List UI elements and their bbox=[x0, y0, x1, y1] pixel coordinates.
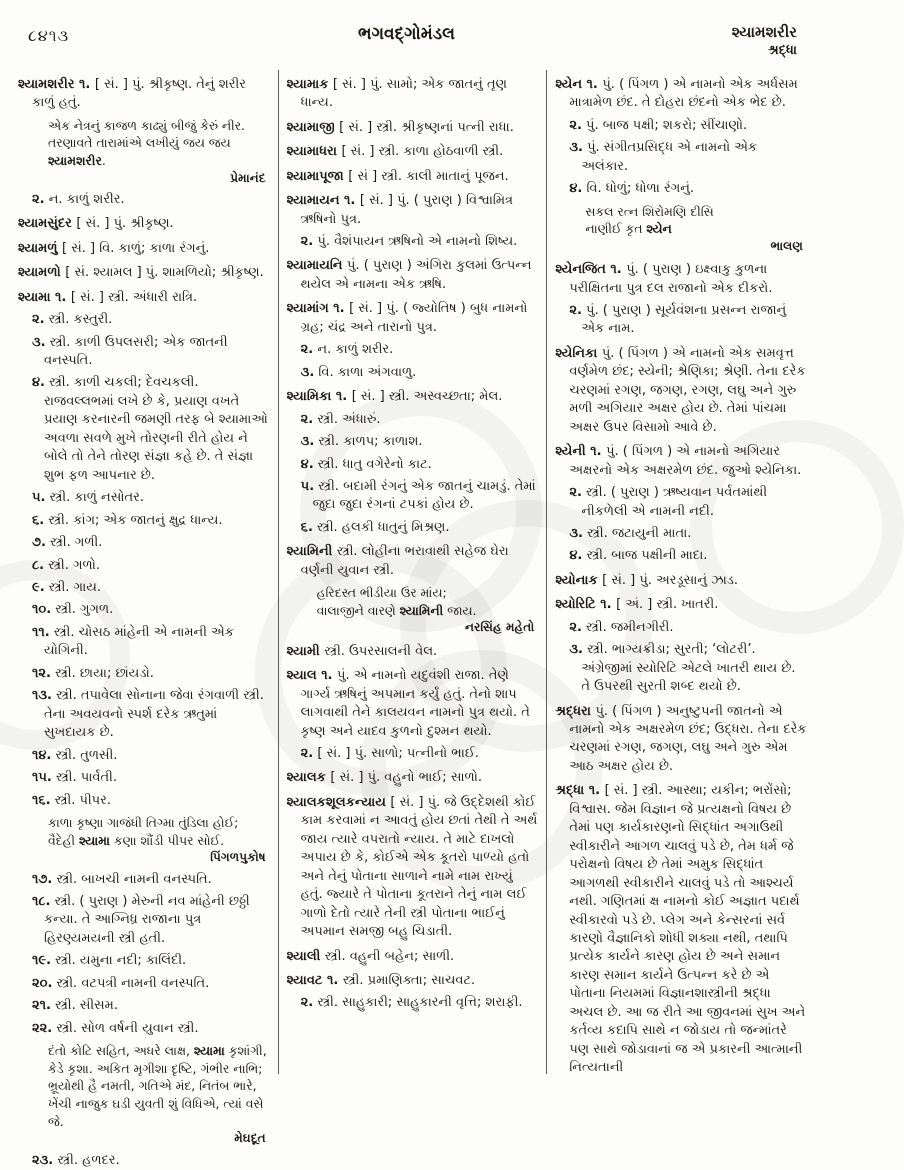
definition-text: ૧૫. સ્ત્રી. પાર્વતી. bbox=[32, 770, 117, 786]
headword: શ્યાલી bbox=[286, 948, 325, 964]
headword: શ્યેનિકા bbox=[555, 345, 602, 361]
guide-word-first: શ્યામશરીર bbox=[731, 23, 797, 41]
definition-text: ૭. સ્ત્રી. ગળી. bbox=[32, 535, 103, 551]
definition-text: ૯. સ્ત્રી. ગાય. bbox=[32, 580, 102, 596]
entry-sense bbox=[287, 994, 539, 1012]
definition-text: પું. ( પુરાણ ) અંગિરા કુલમાં ઉત્પન્ન થયેલ એ નામના એક ઋષિ. bbox=[300, 258, 532, 292]
entry-sense bbox=[18, 792, 270, 810]
verse-quotation bbox=[48, 814, 270, 867]
dictionary-entry bbox=[287, 543, 539, 580]
dictionary-entry bbox=[287, 948, 539, 966]
dictionary-entry bbox=[287, 643, 539, 661]
definition-text: [ સં. ] સ્ત્રી. શ્રીકૃષ્ણનાં પત્ની રાધા. bbox=[339, 119, 514, 135]
definition-text: ૩. સ્ત્રી. ભાગ્યક્રીડા; સુરતી; ‘લોટરી’. અંગ્રેજીમાં સ્યોરિટિ એટલે ખાતરી થાય છે. તે ઉપરથી સુરતી શબ્દ થયો છે. bbox=[569, 642, 796, 695]
verse-quotation bbox=[585, 203, 807, 256]
entry-sense bbox=[18, 311, 270, 329]
headword: શ્યાલક bbox=[286, 770, 331, 786]
headword: શ્યામી bbox=[286, 643, 325, 659]
entry-sense bbox=[555, 619, 807, 637]
definition-text: પું. ( પિંગળ ) એ નામનો એક અર્ધસમ માત્રામેળ છંદ. તે દોહરા છંદનો એક ભેદ છે. bbox=[569, 76, 798, 111]
headword: શ્યામશરીર ૧. bbox=[18, 76, 95, 92]
definition-text: ૨. [ સં. ] પું. સાળો; પત્નીનો ભાઈ. bbox=[300, 746, 479, 762]
dictionary-entry bbox=[555, 572, 807, 590]
definition-text: [ અં. ] સ્ત્રી. ખાતરી. bbox=[616, 597, 719, 613]
definition-text: પું. ( પિંગળ ) એ નામનો અગિયાર અક્ષરનો એક અક્ષરમેળ છંદ. જુઓ શ્યેનિકા. bbox=[569, 444, 802, 478]
headword: શ્યામસુંદર bbox=[18, 216, 77, 232]
verse-line: એક નેત્રનું કાજળ કાઢ્યું બીજું કેરું નીર. bbox=[48, 117, 245, 133]
page-header bbox=[0, 0, 825, 64]
definition-text: પું. એ નામનો યદુવંશી રાજા. તેણે ગાર્ગ્ય ઋષિનું અપમાન કર્યું હતું. તેનો શાપ લાગવાથી તેને કાલયવન નામનો પુત્ર થયો. તે કૃષ્ણ અને યાદવ કુળનો દુશ્મન થયો. bbox=[300, 668, 530, 739]
headword: શ્યામળું bbox=[18, 240, 63, 256]
entry-sense bbox=[287, 233, 539, 251]
definition-text: ૪. સ્ત્રી. ધાતુ વગેરેનો કાટ. bbox=[300, 456, 432, 472]
headword: શ્યેનજિત ૧. bbox=[555, 262, 627, 278]
definition-text: ૨૦. સ્ત્રી. વટપત્રી નામની વનસ્પતિ. bbox=[32, 975, 210, 991]
definition-text: ૧૪. સ્ત્રી. તુળસી. bbox=[32, 747, 118, 763]
definition-text: ૬. સ્ત્રી. હલકી ધાતુનું મિશ્રણ. bbox=[300, 519, 450, 535]
definition-text: ૨. સ્ત્રી. સાહુકારી; સાહુકારની વૃત્તિ; શરાફી. bbox=[300, 995, 523, 1011]
definition-text: [ સં. ] સ્ત્રી. આસ્થા; યકીન; ભરોંસો; વિશ્વાસ. જેમ વિજ્ઞાન જે પ્રત્યક્ષનો વિષય છે તેમાં પણ કાર્યકારણનો સિદ્ધાંત અગાઉથી સ્વીકારીને આગળ ચાલવું પડે છે, તેમ ધર્મ જે પરોક્ષનો વિષય છે તેમાં અમુક સિદ્ધાંત આગળથી સ્વીકારીને ચાલવું પડે તો આશ્ચર્ય નથી. ગણિતમાં ક્ષ નામનો કોઈ અજ્ઞાત પદાર્થ સ્વીકારવો પડે છે. પ્લેગ અને કેન્સરનાં સર્વ કારણો વૈજ્ઞાનિકો શોધી શક્યા નથી, તથાપિ પ્રત્યેક કાર્યને કારણ હોય છે અને સમાન કારણ સમાન કાર્યને ઉત્પન્ન કરે છે એ પોતાના નિયમમાં વિજ્ઞાનશાસ્ત્રીની શ્રદ્ધા અચલ છે. આ જ રીતે આ જીવનમાં સુખ અને કર્તવ્ય કદાપિ સાથે ન જોડાય તો જન્માંતરે પણ સાથે જોડાવાનાં જ એ પ્રકારની આત્માની નિત્યતાની bbox=[569, 783, 806, 1076]
dictionary-entry bbox=[287, 143, 539, 161]
headword: શ્યામળો bbox=[18, 265, 66, 281]
definition-text: [ સં. શ્યામલ ] પું. શામળિયો; શ્રીકૃષ્ણ. bbox=[65, 265, 264, 281]
verse-line: કેડે કૃશા. અકિત મૃગીશા દૃષ્ટિ, ગંભીર નાભિ; bbox=[48, 1060, 263, 1076]
verse-line: ખેંચી નાજુક ઘડી યુવતી શું વિધિએ, ત્યાં વસે જે. bbox=[48, 1096, 264, 1129]
definition-text: ૨. ન. કાળું શરીર. bbox=[32, 191, 125, 207]
dictionary-entry bbox=[287, 388, 539, 406]
column-3 bbox=[547, 70, 815, 1074]
entry-sense bbox=[18, 871, 270, 889]
column-2 bbox=[279, 70, 548, 1074]
headword: શ્યામા ૧. bbox=[18, 289, 71, 305]
dictionary-entry bbox=[287, 119, 539, 137]
definition-text: [ સં ] સ્ત્રી. કાલી માતાનું પૂજન. bbox=[348, 168, 509, 184]
definition-text: સ્ત્રી. વહુની બહેન; સાળી. bbox=[324, 948, 455, 964]
definition-text: ૧૨. સ્ત્રી. છાયા; છાંયડો. bbox=[32, 665, 154, 681]
definition-text: [ સં. ] સ્ત્રી. અંધારી રાત્રિ. bbox=[70, 289, 198, 305]
entry-sense bbox=[287, 433, 539, 451]
headword: શ્યાલકશૂલકન્યાય bbox=[286, 794, 391, 810]
definition-text: ૨. સ્ત્રી. ( પુરાણ ) ઋષ્યવાન પર્વતમાંથી નીકળેલી એ નામની નદી. bbox=[569, 485, 768, 519]
entry-sense bbox=[18, 687, 270, 742]
entry-sense bbox=[18, 975, 270, 993]
entry-sense bbox=[18, 952, 270, 970]
dictionary-entry bbox=[287, 794, 539, 942]
verse-line: કાળા કૃષ્ણા ગાજંધી તિગ્મા તુંડિલા હોઈ; bbox=[48, 815, 239, 830]
verse-attribution: મેઘદૂત bbox=[234, 1131, 266, 1146]
entry-sense bbox=[555, 302, 807, 339]
definition-text: ૨. પું. ( પુરાણ ) સૂર્યવંશના પ્રસન્ન રાજાનું એક નામ. bbox=[569, 302, 787, 337]
headword: શ્યામિકા ૧. bbox=[286, 389, 352, 405]
definition-text: ૪. સ્ત્રી. બાજ પક્ષીની માદા. bbox=[569, 548, 708, 564]
headword: શ્યામાયનિ bbox=[286, 258, 347, 274]
definition-text: ૨૧. સ્ત્રી. સીસમ. bbox=[32, 998, 118, 1014]
dictionary-entry bbox=[555, 261, 807, 298]
definition-text: ૨. પું. વૈશંપાયન ઋષિનો એ નામનો શિષ્ય. bbox=[300, 233, 518, 249]
headword: શ્યામાધરા bbox=[286, 144, 342, 160]
entry-sense bbox=[18, 334, 270, 371]
definition-text: [ સં. ] પું. અરડૂસાનું ઝાડ. bbox=[602, 572, 739, 588]
entry-sense bbox=[555, 641, 807, 696]
headword: શ્યામાપૂજા bbox=[286, 168, 349, 184]
verse-quotation bbox=[48, 1042, 270, 1147]
entry-sense bbox=[287, 478, 539, 515]
entry-sense bbox=[18, 769, 270, 787]
definition-text: [ સં. ] સ્ત્રી. અસ્વચ્છતા; મેલ. bbox=[351, 389, 503, 405]
verse-line: સકલ રત્ન શિરોમણિ દીસિ bbox=[585, 203, 714, 219]
entry-sense bbox=[555, 139, 807, 176]
definition-text: [ સં. ] પું. વહુનો ભાઈ; સાળો. bbox=[330, 770, 483, 786]
definition-text: ૩. સ્ત્રી. કાળપ; કાળાશ. bbox=[300, 434, 423, 450]
dictionary-entry bbox=[18, 215, 270, 233]
definition-text: પું. ( પિંગળ ) એ નામનો એક સમવૃત્ત વર્ણમેળ છંદ; સ્યેની; શ્રેણિકા; શ્રેણી. તેના દરેક ચરણમાં રગણ, જગણ, રગણ, લઘુ અને ગુરુ મળી અગિયાર અક્ષર હોય છે. તેમાં પાંચમા અક્ષર ઉપર વિસામો આવે છે. bbox=[569, 345, 806, 435]
verse-quotation bbox=[317, 584, 539, 637]
definition-text: [ સં. ] પું. સામો; એક જાતનું તૃણ ધાન્ય. bbox=[300, 76, 507, 111]
entry-sense bbox=[287, 411, 539, 429]
dictionary-entry bbox=[18, 289, 270, 307]
headword: શ્રદ્ધરા bbox=[555, 703, 596, 719]
verse-attribution: પ્રેમાનંદ bbox=[230, 170, 266, 185]
entry-sense bbox=[18, 579, 270, 597]
guide-words bbox=[732, 22, 797, 60]
dictionary-entry bbox=[287, 667, 539, 741]
dictionary-entry bbox=[287, 769, 539, 787]
dictionary-columns bbox=[0, 64, 825, 1168]
definition-text: ૨. સ્ત્રી. અંધારું. bbox=[300, 411, 381, 427]
entry-sense bbox=[18, 624, 270, 661]
definition-text: ૧૮. સ્ત્રી. ( પુરાણ ) મેરુની નવ માંહેની છઠ્ઠી કન્યા. તે આગ્નિધ્ર રાજાના પુત્ર હિરણ્યમયની સ્ત્રી હતી. bbox=[32, 894, 250, 946]
headword: શ્યાવટ ૧. bbox=[286, 973, 343, 989]
entry-sense bbox=[555, 180, 807, 198]
headword: શ્યામાક bbox=[286, 76, 333, 92]
definition-text: ૧૦. સ્ત્રી. ગુગળ. bbox=[32, 602, 114, 618]
definition-text: ૨૩. સ્ત્રી. હળદર. bbox=[32, 1152, 120, 1168]
verse-quotation bbox=[48, 117, 270, 187]
dictionary-entry bbox=[555, 345, 807, 437]
dictionary-entry bbox=[18, 264, 270, 282]
dictionary-entry bbox=[287, 192, 539, 229]
headword: શ્યાલ ૧. bbox=[286, 668, 338, 684]
entry-sense bbox=[555, 484, 807, 521]
definition-text: ૨. ન. કાળું શરીર. bbox=[300, 342, 394, 358]
dictionary-entry bbox=[287, 76, 539, 113]
definition-text: ૧૭. સ્ત્રી. બાખચી નામની વનસ્પતિ. bbox=[32, 871, 212, 887]
definition-text: ૨. પું. બાજ પક્ષી; શકરો; સીંચાણો. bbox=[569, 117, 748, 133]
entry-sense bbox=[555, 525, 807, 543]
entry-sense bbox=[18, 1152, 270, 1170]
definition-text: [ સં. ] પું. શ્રીકૃષ્ણ. bbox=[76, 216, 174, 232]
column-1 bbox=[10, 70, 279, 1168]
definition-text: ૩. સ્ત્રી. કાળી ઉપલસરી; એક જાતની વનસ્પતિ. bbox=[32, 334, 228, 369]
definition-text: સ્ત્રી. ઉપરસાલની વેલ. bbox=[324, 643, 438, 659]
entry-sense bbox=[18, 997, 270, 1015]
definition-text: ૩. સ્ત્રી. જટાયુની માતા. bbox=[569, 525, 692, 541]
headword: શ્યામાયન ૧. bbox=[286, 193, 360, 209]
definition-text: ૨૨. સ્ત્રી. સોળ વર્ષની યુવાન સ્ત્રી. bbox=[32, 1020, 199, 1036]
verse-line: નાણીઈ કૃત શ્યેન bbox=[585, 221, 672, 237]
entry-sense bbox=[18, 893, 270, 948]
definition-text: ૮. સ્ત્રી. ગળો. bbox=[32, 557, 101, 573]
headword: શ્યામિની bbox=[286, 544, 337, 560]
entry-sense bbox=[555, 117, 807, 135]
verse-line: ભ્રૂયોથી હૈ નમતી, ગતિએ મંદ, નિતંબ ભારે, bbox=[48, 1078, 257, 1094]
headword: શ્રદ્ધા ૧. bbox=[555, 783, 605, 799]
headword: શ્યેની ૧. bbox=[555, 444, 607, 460]
headword: શ્યોનાક bbox=[555, 572, 603, 588]
definition-text: પું. ( પુરાણ ) ઇક્ષ્વાકુ કુળના પરીક્ષિતના પુત્ર દલ રાજાનો એક દીકરો. bbox=[569, 262, 773, 296]
definition-text: [ સં. ] પું. ( પુરાણ ) વિશ્વામિત્ર ઋષિનો પુત્ર. bbox=[300, 193, 514, 227]
definition-text: ૪. સ્ત્રી. કાળી ચકલી; દેવચકલી. રાજવલ્લભમાં લખે છે કે, પ્રયાણ વખતે પ્રયાણ કરનારની જમણી તરફ બે શ્યામાઓ અવળા સવળે મુખે તોરણની રીતે હોય ને બોલે તો તેને તોરણ સંજ્ઞા કહે છે. તે સંજ્ઞા શુભ ફળ આપનાર છે. bbox=[32, 375, 268, 483]
dictionary-entry bbox=[287, 168, 539, 186]
definition-text: સ્ત્રી. પ્રમાણિક્તા; સાચવટ. bbox=[342, 973, 476, 989]
guide-word-last: શ્રદ્ધા bbox=[768, 43, 797, 59]
dictionary-entry bbox=[555, 782, 807, 1077]
entry-sense bbox=[287, 456, 539, 474]
dictionary-entry bbox=[18, 240, 270, 258]
dictionary-entry bbox=[555, 443, 807, 480]
definition-text: [ સં. ] પું. શ્રીકૃષ્ણ. તેનું શરીર કાળું હતું. bbox=[32, 76, 246, 111]
entry-sense bbox=[18, 534, 270, 552]
dictionary-entry bbox=[555, 703, 807, 777]
entry-sense bbox=[18, 191, 270, 209]
definition-text: [ સં. ] વિ. કાળું; કાળા રંગનું. bbox=[62, 240, 210, 256]
entry-sense bbox=[18, 512, 270, 530]
definition-text: ૩. પું. સંગીતપ્રસિદ્ધ એ નામનો એક અલંકાર. bbox=[569, 140, 758, 174]
entry-sense bbox=[287, 341, 539, 359]
headword: શ્યોરિટિ ૧. bbox=[555, 597, 617, 613]
dictionary-entry bbox=[18, 76, 270, 113]
headword: શ્યામાજી bbox=[286, 119, 340, 135]
definition-text: ૨. સ્ત્રી. જમીનગીરી. bbox=[569, 619, 674, 635]
definition-text: સ્ત્રી. લોહીના ભરાવાથી સહેજ ઘેરા વર્ણની યુવાન સ્ત્રી. bbox=[300, 544, 509, 578]
verse-attribution: ભાલણ bbox=[770, 238, 804, 253]
headword: શ્યામાંગ ૧. bbox=[286, 301, 350, 317]
verse-attribution: પિંગળપુકોષ bbox=[210, 850, 266, 865]
entry-sense bbox=[18, 747, 270, 765]
entry-sense bbox=[287, 745, 539, 763]
dictionary-entry bbox=[555, 596, 807, 614]
definition-text: ૧૩. સ્ત્રી. તપાવેલા સોનાના જેવા રંગવાળી સ્ત્રી. તેના અવયવનો સ્પર્શ દરેક ઋતુમાં સુખદાયક છે. bbox=[32, 688, 264, 741]
entry-sense bbox=[287, 364, 539, 382]
page-number: ૮૪૧૩ bbox=[28, 26, 70, 45]
verse-line: વાલાજીને વારણે શ્યામિની જાય. bbox=[316, 602, 477, 618]
verse-line: હરિદસ્ત ભીડીયા ઉર માંય; bbox=[316, 585, 447, 601]
page-title: ભગવદ્ગોમંડલ bbox=[358, 24, 455, 44]
dictionary-entry bbox=[287, 972, 539, 990]
entry-sense bbox=[18, 374, 270, 485]
definition-text: ૧૧. સ્ત્રી. ચોસઠ માંહેની એ નામની એક યોગિની. bbox=[32, 624, 234, 659]
entry-sense bbox=[18, 601, 270, 619]
definition-text: ૧૯. સ્ત્રી. યમુના નદી; કાલિંદી. bbox=[32, 953, 187, 969]
dictionary-entry bbox=[555, 76, 807, 113]
definition-text: ૬. સ્ત્રી. કાંગ; એક જાતનું ક્ષુદ્ર ધાન્ય. bbox=[32, 512, 223, 528]
entry-sense bbox=[555, 547, 807, 565]
definition-text: ૧૬. સ્ત્રી. પીપર. bbox=[32, 792, 111, 808]
definition-text: [ સં. ] પું. ( જ્યોતિષ ) બુધ નામનો ગ્રહ; ચંદ્ર અને તારાનો પુત્ર. bbox=[300, 301, 528, 335]
headword: શ્યેન ૧. bbox=[555, 76, 603, 92]
definition-text: પું. ( પિંગળ ) અનુષ્ટુપની જાતનો એ નામનો એક અક્ષરમેળ છંદ; ઉદ્ધરા. તેના દરેક ચરણમાં રગણ, જગણ, લઘુ અને ગુરુ એમ આઠ અક્ષર હોય છે. bbox=[569, 703, 807, 774]
verse-line: તરણાવતે તારામાંએ લખીયું જય જય શ્યામશરીર. bbox=[48, 135, 231, 168]
entry-sense bbox=[18, 665, 270, 683]
verse-attribution: નરસિંહ મહેતો bbox=[465, 620, 535, 635]
definition-text: ૩. વિ. કાળા અંગવાળુ. bbox=[300, 364, 417, 380]
dictionary-entry bbox=[287, 257, 539, 294]
definition-text: ૪. વિ. ધોળું; ધોળા રંગનું. bbox=[569, 181, 695, 197]
verse-line: દંતો કોટિ સહિત, અધરે લાક્ષ, શ્યામા કૃશાંગી, bbox=[48, 1043, 267, 1059]
verse-line: વૈદેહી શ્યામા કણા શૌંડી પીપર સોઈ. bbox=[48, 832, 225, 848]
entry-sense bbox=[18, 557, 270, 575]
definition-text: ૫. સ્ત્રી. કાળું નસોતર. bbox=[32, 490, 144, 506]
definition-text: ૨. સ્ત્રી. કસ્તુરી. bbox=[32, 312, 113, 328]
entry-sense bbox=[18, 1020, 270, 1038]
definition-text: [ સં. ] સ્ત્રી. કાળા હોઠવાળી સ્ત્રી. bbox=[341, 144, 504, 160]
entry-sense bbox=[287, 519, 539, 537]
dictionary-entry bbox=[287, 300, 539, 337]
entry-sense bbox=[18, 489, 270, 507]
definition-text: [ સં. ] પું. જે ઉદ્દેશથી કોઈ કામ કરવામાં ન આવતું હોય છતાં તેથી તે અર્થ જાય ત્યારે વપરાતો ન્યાય. તે માટે દાખલો અપાય છે કે, કોઈએ એક કૂતરો પાળ્યો હતો અને તેનું પોતાના સાળાને નામે નામ રાખ્યું હતું. જ્યારે તે પોતાના કૂતરાને તેનું નામ લઈ ગાળો દેતો ત્યારે તેની સ્ત્રી પોતાના ભાઈનું અપમાન સમજી બહુ ચિડાતી. bbox=[300, 794, 538, 940]
definition-text: ૫. સ્ત્રી. બદામી રંગનું એક જાતનું ચામડું. તેમાં જુદા જુદા રંગનાં ટપકાં હોય છે. bbox=[300, 478, 536, 513]
